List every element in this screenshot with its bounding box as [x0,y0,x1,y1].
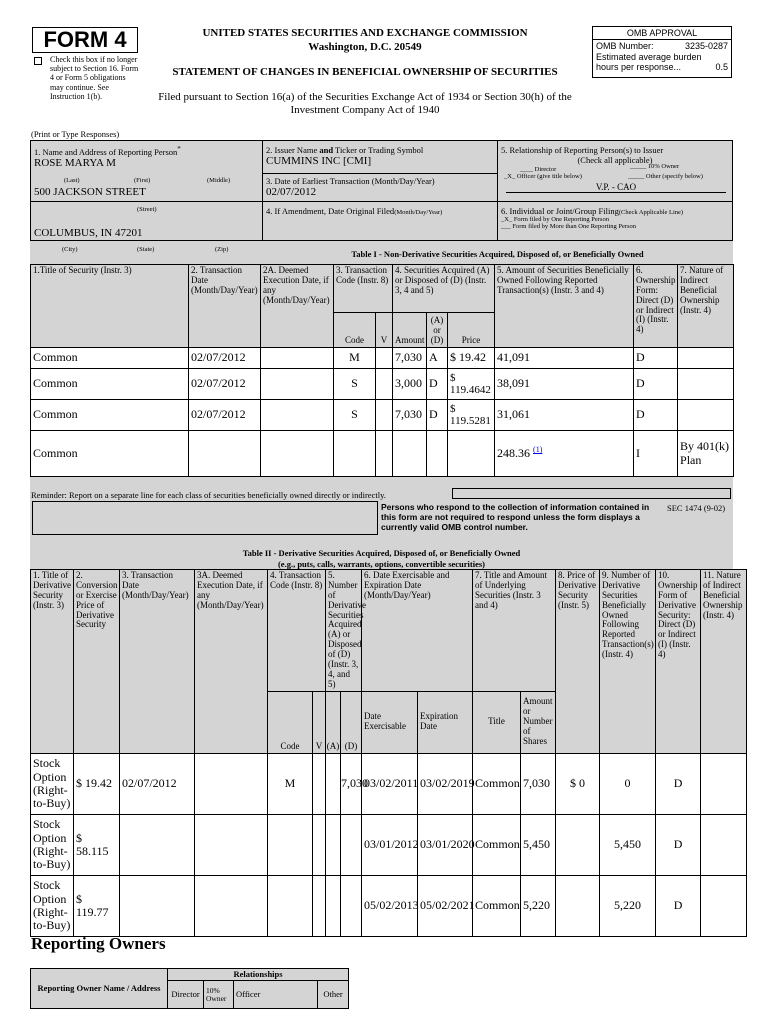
t2-owned: 5,220 [600,875,656,936]
t1-h-acquired: 4. Securities Acquired (A) or Disposed of (D) (Instr. 3, 4 and 5) [393,265,495,313]
issuer-box [262,140,498,174]
t2-dprice: $ 0 [556,753,600,814]
earliest-date: 02/07/2012 [266,186,317,198]
omb-approval-box [592,26,732,78]
t2-h-dprice: 8. Price of Derivative Security (Instr. 5) [556,570,600,754]
t2-uamount: 7,030 [521,753,556,814]
earliest-date-label: 3. Date of Earliest Transaction (Month/Day/Year) [266,176,435,186]
table-row [31,753,747,814]
table-row [31,875,747,936]
t1-sub-code: Code [334,313,376,348]
t1-sub-price: Price [448,313,495,348]
t1-title: Common [31,369,189,400]
t1-nature: By 401(k) Plan [678,431,734,477]
ro-director: Director [168,981,204,1009]
city-state-zip: COLUMBUS, IN 47201 [34,227,143,239]
t2-deemed [195,814,268,875]
t2-sub-amount: Amount or Number of Shares [521,691,556,753]
t1-form: I [634,431,678,477]
t2-sub-exercisable: Date Exercisable [362,691,418,753]
t1-h-nature: 7. Nature of Indirect Beneficial Ownership (Instr. 4) [678,265,734,348]
t2-h-form: 10. Ownership Form of Derivative Security: Direct (D) or Indirect (I) (Instr. 4) [656,570,701,754]
omb-burden-row [593,62,731,72]
t1-aord: D [427,400,448,431]
t2-date [120,814,195,875]
t2-h-nature: 11. Nature of Indirect Beneficial Ownership (Instr. 4) [701,570,747,754]
ro-col-name: Reporting Owner Name / Address [31,969,168,1009]
t1-v [376,348,393,369]
t1-amount: 3,000 [393,369,427,400]
t2-form: D [656,875,701,936]
t2-owned: 0 [600,753,656,814]
t1-v [376,431,393,477]
t1-deemed [261,369,334,400]
t2-price: $ 58.115 [74,814,120,875]
reporting-person-label: 1. Name and Address of Reporting Person* [34,145,181,157]
table-row [31,369,734,400]
t2-title: Stock Option (Right-to-Buy) [31,753,74,814]
officer-option: _X_ Officer (give title below) [504,173,582,180]
sec-number: SEC 1474 (9-02) [667,503,726,513]
table-row [31,431,734,477]
amendment-box [262,201,498,241]
director-option: ____ Director [520,166,557,173]
t1-h-deemed: 2A. Deemed Execution Date, if any (Month/Day/Year) [261,265,334,348]
table-row [31,814,747,875]
table1-title: Table I - Non-Derivative Securities Acquired, Disposed of, or Beneficially Owned [351,249,644,259]
table1-header-row [31,265,734,313]
t2-h-price: 2. Conversion or Exercise Price of Derivative Security [74,570,120,754]
t1-form: D [634,369,678,400]
t2-a [326,814,341,875]
t2-expiration: 03/02/2019 [418,753,473,814]
t1-aord [427,431,448,477]
t2-nature [701,875,747,936]
t2-utitle: Common [473,814,521,875]
t1-date: 02/07/2012 [189,348,261,369]
t2-price: $ 19.42 [74,753,120,814]
t2-h-title: 1. Title of Derivative Security (Instr. 3) [31,570,74,754]
t1-h-form: 6. Ownership Form: Direct (D) or Indirect (I) (Instr. 4) [634,265,678,348]
t2-deemed [195,753,268,814]
filed-pursuant-line-2: Investment Company Act of 1940 [290,104,440,116]
middle-label: (Middle) [207,177,231,184]
t2-d: 7,030 [341,753,362,814]
relationship-label: 5. Relationship of Reporting Person(s) to Issuer [501,145,664,155]
amendment-label: 4. If Amendment, Date Original Filed(Month/Day/Year) [266,206,443,216]
t1-owned: 41,091 [495,348,634,369]
t2-expiration: 03/01/2020 [418,814,473,875]
t2-exercisable: 03/02/2011 [362,753,418,814]
reporting-person-street: 500 JACKSON STREET [34,186,146,198]
t1-amount: 7,030 [393,348,427,369]
table2-subtitle: (e.g., puts, calls, warrants, options, convertible securities) [277,559,486,569]
persons-notice: Persons who respond to the collection of information contained in this form are not required to respond unless the form displays a currently valid OMB control number. [381,502,650,533]
t1-date: 02/07/2012 [189,369,261,400]
issuer-label: 2. Issuer Name and Ticker or Trading Symbol [266,145,424,155]
t2-form: D [656,814,701,875]
t1-nature [678,348,734,369]
filing-one: _X_ Form filed by One Reporting Person [501,216,609,223]
blank-box [32,501,378,535]
t1-price: $ 119.5281 [448,400,495,431]
t1-date [189,431,261,477]
t1-sub-aord: (A) or (D) [427,313,448,348]
t1-deemed [261,400,334,431]
t2-exercisable: 05/02/2013 [362,875,418,936]
t2-deemed [195,875,268,936]
t1-code [334,431,376,477]
omb-burden-2: hours per response... [596,62,682,72]
checkbox-text: Check this box if no longer subject to Section 16. Form 4 or Form 5 obligations may continue. See Instruction 1(b). [50,55,139,101]
t2-owned: 5,450 [600,814,656,875]
t2-sub-v: V [313,691,326,753]
t2-title: Stock Option (Right-to-Buy) [31,875,74,936]
state-label: (State) [137,246,155,253]
t2-uamount: 5,450 [521,814,556,875]
t2-dprice [556,814,600,875]
filing-more: ___ Form filed by More than One Reporting Person [501,223,637,230]
reporting-owners-heading: Reporting Owners [31,934,166,953]
issuer-name: CUMMINS INC [CMI] [266,155,372,167]
t2-d [341,814,362,875]
t1-h-date: 2. Transaction Date (Month/Day/Year) [189,265,261,348]
t2-date: 02/07/2012 [120,753,195,814]
t1-deemed [261,348,334,369]
t1-amount: 7,030 [393,400,427,431]
agency-line-2: Washington, D.C. 20549 [308,41,422,53]
t2-h-deemed: 3A. Deemed Execution Date, if any (Month/Day/Year) [195,570,268,754]
print-type-note: (Print or Type Responses) [31,129,120,139]
t2-h-underlying: 7. Title and Amount of Underlying Securities (Instr. 3 and 4) [473,570,556,692]
address-box [30,201,263,241]
omb-burden-value: 0.5 [715,62,728,72]
statement-title: STATEMENT OF CHANGES IN BENEFICIAL OWNERSHIP OF SECURITIES [172,66,558,78]
t1-title: Common [31,400,189,431]
t2-d [341,875,362,936]
t2-sub-expiration: Expiration Date [418,691,473,753]
t1-h-title: 1.Title of Security (Instr. 3) [31,265,189,348]
t2-code: M [268,753,313,814]
t1-amount [393,431,427,477]
last-label: (Last) [64,177,80,184]
agency-line-1: UNITED STATES SECURITIES AND EXCHANGE COMMISSION [202,27,528,39]
street-label: (Street) [137,206,157,213]
t2-dprice [556,875,600,936]
filed-pursuant-line-1: Filed pursuant to Section 16(a) of the Securities Exchange Act of 1934 or Section 30(h) of the [158,91,572,103]
t1-form: D [634,400,678,431]
t1-h-code: 3. Transaction Code (Instr. 8) [334,265,393,313]
t1-price: $ 19.42 [448,348,495,369]
t1-owned: 38,091 [495,369,634,400]
city-label: (City) [62,246,78,253]
reminder-text: Reminder: Report on a separate line for each class of securities beneficially owned directly or indirectly. [31,490,386,500]
t2-form: D [656,753,701,814]
t1-code: S [334,400,376,431]
t1-sub-v: V [376,313,393,348]
t2-exercisable: 03/01/2012 [362,814,418,875]
t2-v [313,753,326,814]
t1-price [448,431,495,477]
t2-utitle: Common [473,753,521,814]
t2-h-code: 4. Transaction Code (Instr. 8) [268,570,326,692]
t2-sub-code: Code [268,691,313,753]
ro-ten-pct: 10% Owner [204,981,234,1009]
t1-nature [678,369,734,400]
t2-sub-a: (A) [326,691,341,753]
reminder-box [452,488,731,499]
t2-expiration: 05/02/2021 [418,875,473,936]
t2-sub-title: Title [473,691,521,753]
omb-title: OMB APPROVAL [593,27,731,40]
t1-date: 02/07/2012 [189,400,261,431]
t2-h-date: 3. Transaction Date (Month/Day/Year) [120,570,195,754]
form-title: FORM 4 [32,27,138,53]
t2-date [120,875,195,936]
t1-deemed [261,431,334,477]
check-all: (Check all applicable) [577,155,653,165]
t1-v [376,400,393,431]
t1-code: S [334,369,376,400]
t1-v [376,369,393,400]
table2 [30,569,747,937]
t1-code: M [334,348,376,369]
footnote-link[interactable]: (1) [533,445,543,455]
t2-utitle: Common [473,875,521,936]
ro-header-row [31,969,349,981]
omb-number-label: OMB Number: [596,41,654,51]
t1-title: Common [31,431,189,477]
earliest-date-box [262,173,498,202]
other-option: _____ Other (specify below) [628,173,703,180]
t2-nature [701,753,747,814]
t2-h-number: 5. Number of Derivative Securities Acquired (A) or Disposed of (D) (Instr. 3, 4, and 5) [326,570,362,692]
ro-officer: Officer [234,981,318,1009]
t1-sub-amount: Amount [393,313,427,348]
t1-h-owned: 5. Amount of Securities Beneficially Owned Following Reported Transaction(s) (Instr. 3 and 4) [495,265,634,348]
t2-a [326,753,341,814]
ro-relationships: Relationships [168,969,349,981]
t2-code [268,875,313,936]
reporting-person-box [30,140,263,202]
t1-nature [678,400,734,431]
t2-sub-d: (D) [341,691,362,753]
table-row [31,348,734,369]
table-row [31,400,734,431]
table1 [30,264,734,477]
t2-title: Stock Option (Right-to-Buy) [31,814,74,875]
t2-price: $ 119.77 [74,875,120,936]
t2-h-owned: 9. Number of Derivative Securities Beneficially Owned Following Reported Transaction(s) (Instr. 4) [600,570,656,754]
no-longer-subject-checkbox[interactable] [34,57,42,65]
filing-label: 6. Individual or Joint/Group Filing(Check Applicable Line) [501,206,684,216]
t1-form: D [634,348,678,369]
t1-price: $ 119.4642 [448,369,495,400]
omb-burden-1: Estimated average burden [596,52,702,62]
t1-owned: 248.36 [497,446,531,461]
t2-h-exercisable: 6. Date Exercisable and Expiration Date (Month/Day/Year) [362,570,473,692]
reporting-owners-table [30,968,349,1009]
officer-title: V.P. - CAO [506,182,726,193]
t1-title: Common [31,348,189,369]
t2-nature [701,814,747,875]
first-label: (First) [134,177,151,184]
t2-a [326,875,341,936]
omb-number: 3235-0287 [684,41,728,51]
table2-header-row [31,570,747,692]
zip-label: (Zip) [215,246,229,253]
t1-aord: D [427,369,448,400]
t1-owned: 31,061 [495,400,634,431]
reporting-person-name: ROSE MARYA M [34,156,116,169]
t2-code [268,814,313,875]
t1-owned-cell [495,431,634,477]
ro-other: Other [318,981,349,1009]
t2-v [313,875,326,936]
t2-uamount: 5,220 [521,875,556,936]
omb-number-row [593,40,731,52]
filing-box [497,201,733,241]
t2-v [313,814,326,875]
t1-aord: A [427,348,448,369]
relationship-box [497,140,733,202]
table2-title: Table II - Derivative Securities Acquired, Disposed of, or Beneficially Owned [242,548,521,558]
ten-pct-option: _____ 10% Owner [630,163,680,170]
